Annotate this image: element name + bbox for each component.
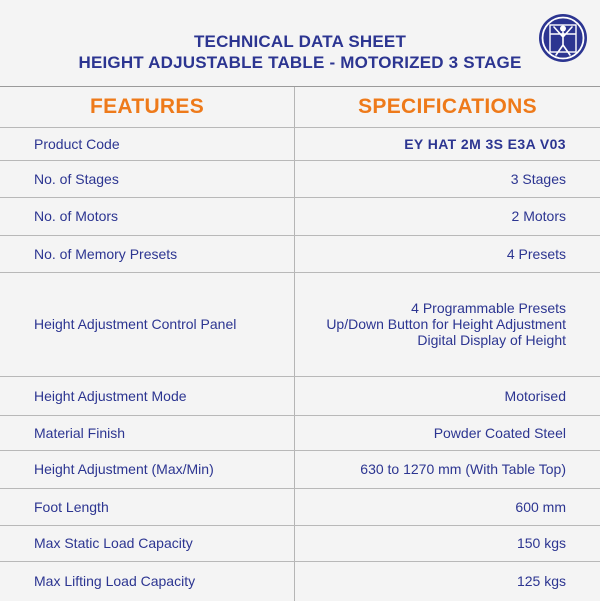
table-row xyxy=(0,235,600,273)
spec-cell xyxy=(515,488,566,525)
table-row xyxy=(0,450,600,489)
spec-line: 2 Motors xyxy=(511,208,566,224)
spec-cell xyxy=(434,415,566,450)
feature-cell: Height Adjustment (Max/Min) xyxy=(34,461,214,477)
spec-line: 4 Presets xyxy=(506,245,566,262)
feature-cell: Product Code xyxy=(34,135,120,152)
table-row xyxy=(0,376,600,416)
spec-line: Digital Display of Height xyxy=(417,332,566,348)
table-row xyxy=(0,272,600,377)
header xyxy=(0,0,600,86)
spec-line: Up/Down Button for Height Adjustment xyxy=(326,316,566,332)
table-header-row xyxy=(0,87,600,128)
vitruvian-man-icon xyxy=(538,13,588,63)
table-row xyxy=(0,127,600,161)
spec-cell xyxy=(511,160,566,197)
feature-cell: No. of Stages xyxy=(34,170,119,187)
feature-cell: Max Static Load Capacity xyxy=(34,535,193,551)
feature-cell: Max Lifting Load Capacity xyxy=(34,573,196,589)
doc-title: TECHNICAL DATA SHEET xyxy=(193,32,407,51)
spec-line: 630 to 1270 mm (With Table Top) xyxy=(360,461,566,477)
table-row xyxy=(0,160,600,198)
spec-line: Powder Coated Steel xyxy=(433,424,566,441)
spec-cell xyxy=(360,450,566,488)
spec-line: EY HAT 2M 3S E3A V03 xyxy=(404,135,566,152)
spec-table xyxy=(0,86,600,601)
spec-line: 150 kgs xyxy=(516,535,566,551)
spec-cell xyxy=(517,525,566,561)
features-header: FEATURES xyxy=(89,95,204,118)
feature-cell: Height Adjustment Mode xyxy=(34,387,187,404)
spec-line: Motorised xyxy=(504,387,566,404)
spec-cell xyxy=(505,376,566,415)
table-row xyxy=(0,488,600,526)
spec-line: 125 kgs xyxy=(516,573,566,589)
spec-cell xyxy=(512,197,566,235)
feature-cell: Foot Length xyxy=(34,498,109,515)
feature-cell: Height Adjustment Control Panel xyxy=(34,316,237,332)
table-row xyxy=(0,561,600,601)
spec-line: 600 mm xyxy=(515,498,566,515)
table-row xyxy=(0,525,600,562)
spec-line: 3 Stages xyxy=(510,170,566,187)
feature-cell: No. of Motors xyxy=(34,208,119,224)
spec-cell xyxy=(517,561,566,601)
table-row xyxy=(0,197,600,236)
spec-cell xyxy=(404,127,566,160)
doc-subtitle: HEIGHT ADJUSTABLE TABLE - MOTORIZED 3 STAGE xyxy=(78,53,522,72)
spec-line: 4 Programmable Presets xyxy=(411,300,566,316)
spec-cell xyxy=(507,235,566,272)
feature-cell: Material Finish xyxy=(34,424,126,441)
specifications-header: SPECIFICATIONS xyxy=(358,95,537,118)
table-row xyxy=(0,415,600,451)
spec-cell xyxy=(326,272,566,376)
feature-cell: No. of Memory Presets xyxy=(34,245,178,262)
